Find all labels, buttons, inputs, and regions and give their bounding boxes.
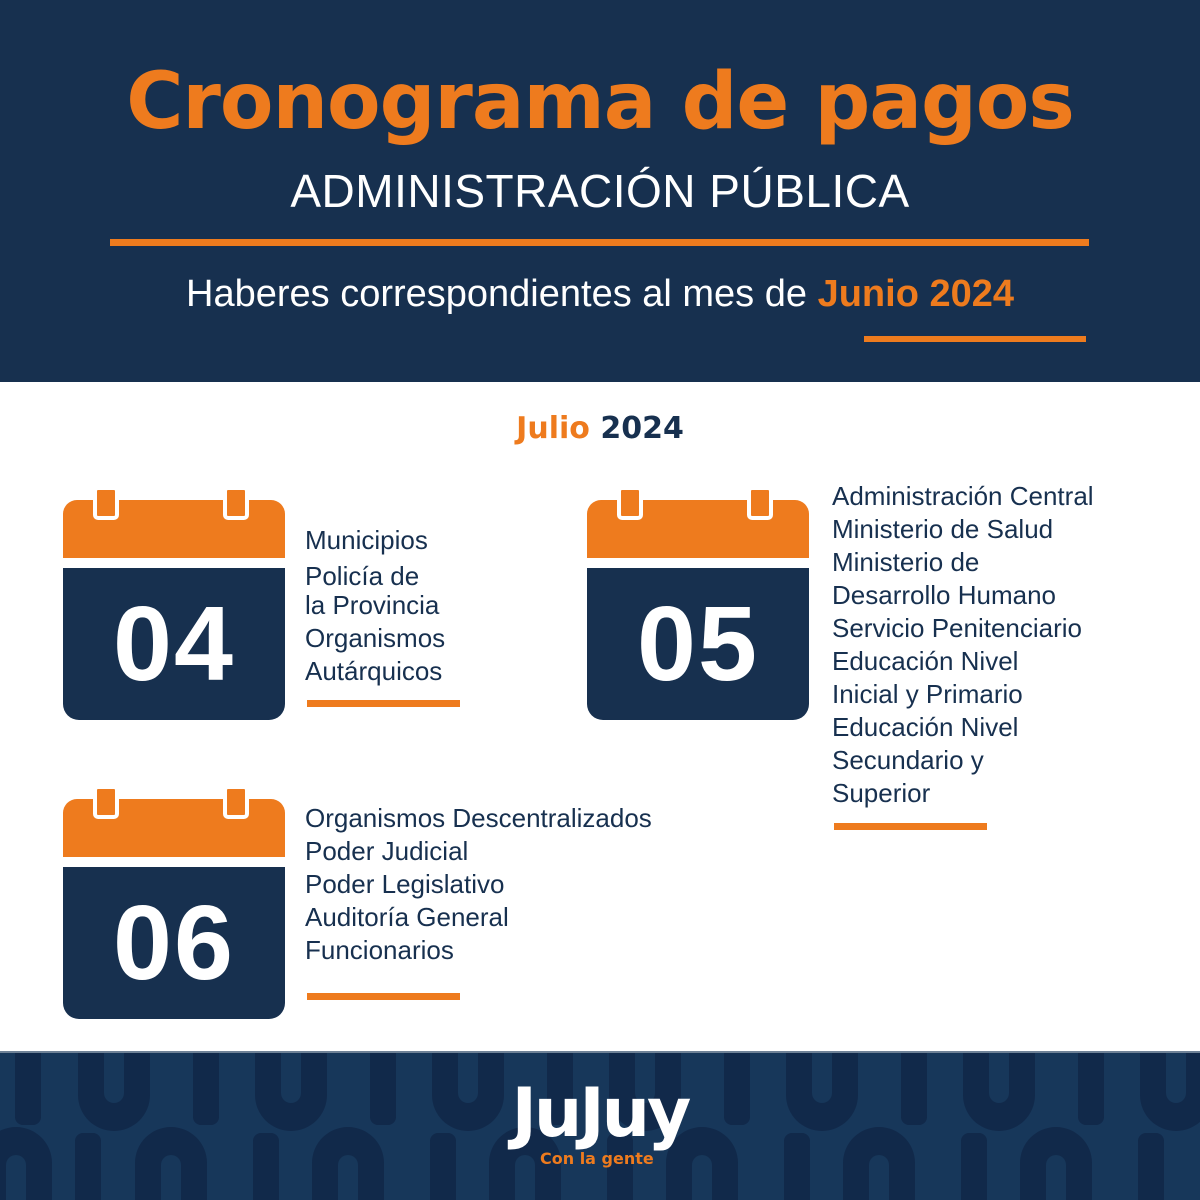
list-item: Auditoría General	[305, 902, 509, 932]
calendar-body	[63, 568, 285, 720]
list-item: Superior	[832, 778, 931, 808]
list-item: Desarrollo Humano	[832, 580, 1056, 610]
calendar-ring	[93, 785, 119, 819]
list-item: Poder Judicial	[305, 836, 469, 866]
month-heading	[0, 408, 1200, 450]
list-item: Organismos	[305, 623, 446, 653]
logo-tagline: Con la gente	[540, 1149, 654, 1168]
list-item: Poder Legislativo	[305, 869, 505, 899]
list-item: Secundario y	[832, 745, 984, 775]
calendar-ring	[747, 486, 773, 520]
calendar-ring	[617, 486, 643, 520]
header-banner	[0, 0, 1200, 382]
list-item: Educación Nivel	[832, 646, 1019, 676]
haberes-period: Junio 2024	[817, 273, 1014, 315]
list-item: Ministerio de	[832, 547, 980, 577]
list-item: Educación Nivel	[832, 712, 1019, 742]
calendar-body	[63, 867, 285, 1019]
month-name: Julio	[516, 411, 590, 446]
logo-wordmark: JuJuy	[511, 1074, 689, 1153]
calendar-icon-day-04	[63, 486, 285, 722]
haberes-line	[0, 266, 1200, 322]
calendar-ring	[223, 785, 249, 819]
day-06-underline	[307, 993, 460, 1000]
calendar-ring	[93, 486, 119, 520]
calendar-icon-day-05	[587, 486, 809, 722]
haberes-underline	[864, 336, 1086, 342]
list-item: Municipios	[305, 525, 428, 555]
haberes-prefix: Haberes correspondientes al mes de	[186, 273, 818, 315]
jujuy-logo	[500, 1074, 710, 1189]
day-number: 04	[113, 585, 235, 703]
list-item: la Provincia	[305, 590, 440, 620]
list-item: Servicio Penitenciario	[832, 613, 1083, 643]
month-year: 2024	[600, 411, 684, 446]
list-item: Administración Central	[832, 481, 1094, 511]
page-subtitle: ADMINISTRACIÓN PÚBLICA	[290, 165, 910, 217]
list-item: Organismos Descentralizados	[305, 803, 652, 833]
list-item: Policía de	[305, 561, 420, 591]
page-title: Cronograma de pagos	[126, 57, 1074, 147]
day-06-list	[305, 802, 652, 967]
list-item: Autárquicos	[305, 656, 443, 686]
header-divider	[110, 239, 1089, 246]
day-number: 05	[637, 585, 759, 703]
day-04-list	[305, 524, 445, 688]
list-item: Funcionarios	[305, 935, 454, 965]
calendar-ring	[223, 486, 249, 520]
calendar-body	[587, 568, 809, 720]
day-05-underline	[834, 823, 987, 830]
day-04-underline	[307, 700, 460, 707]
list-item: Ministerio de Salud	[832, 514, 1054, 544]
footer-banner	[0, 1051, 1200, 1200]
day-number: 06	[113, 884, 235, 1002]
calendar-icon-day-06	[63, 785, 285, 1021]
day-05-list	[832, 480, 1094, 810]
list-item: Inicial y Primario	[832, 679, 1023, 709]
